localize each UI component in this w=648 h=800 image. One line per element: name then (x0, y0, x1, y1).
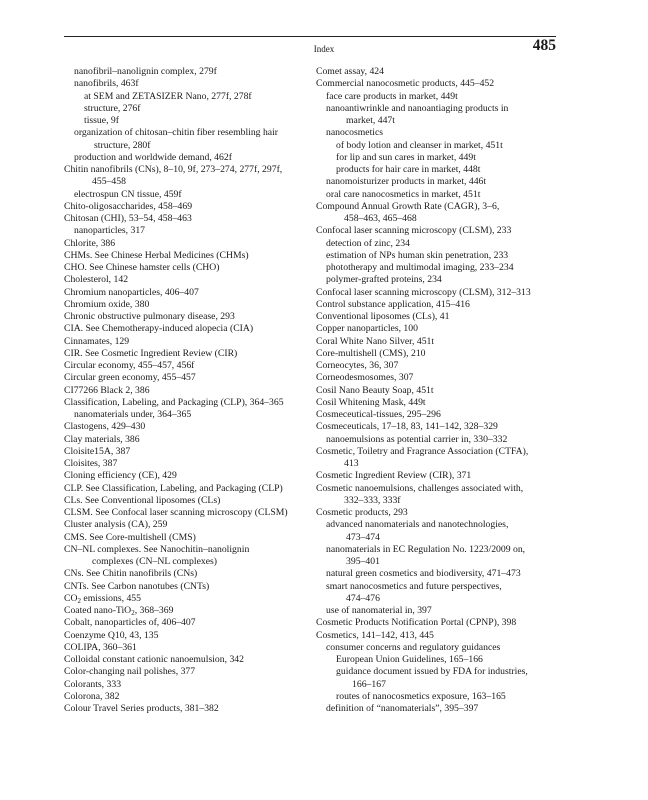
index-entry: CI77266 Black 2, 386 (64, 384, 150, 396)
index-entry: routes of nanocosmetics exposure, 163–165 (336, 690, 506, 702)
index-entry: nanoantiwrinkle and nanoantiaging products in (326, 102, 509, 114)
index-entry: Chitin nanofibrils (CNs), 8–10, 9f, 273–274, 277f, 297f, (64, 164, 283, 175)
index-entry-continuation: 473–474 (346, 531, 380, 543)
index-entry: Cloisites, 387 (64, 458, 118, 469)
index-entry: Colour Travel Series products, 381–382 (64, 703, 219, 714)
index-entry: Core-multishell (CMS), 210 (316, 347, 426, 359)
index-entry: Corneocytes, 36, 307 (316, 360, 399, 371)
index-entry: Classification, Labeling, and Packaging (CLP), 364–365 (64, 396, 284, 408)
index-entry: advanced nanomaterials and nanotechnologies, (326, 519, 509, 531)
index-entry: CNTs. See Carbon nanotubes (CNTs) (64, 580, 210, 592)
index-entry-continuation: 332–333, 333f (344, 494, 401, 506)
index-entry: Circular green economy, 455–457 (64, 372, 196, 384)
index-entry: at SEM and ZETASIZER Nano, 277f, 278f (84, 90, 252, 102)
index-entry: Circular economy, 455–457, 456f (64, 360, 195, 371)
index-entry: Colorona, 382 (64, 690, 120, 702)
index-column-right (316, 66, 561, 715)
index-entry: CHO. See Chinese hamster cells (CHO) (64, 262, 220, 273)
index-entry: Colloidal constant cationic nanoemulsion, 342 (64, 654, 244, 665)
page-number: 485 (532, 37, 556, 54)
index-entry: structure, 276f (84, 102, 141, 114)
index-entry-continuation: 395–401 (346, 556, 380, 567)
index-entry: Chronic obstructive pulmonary disease, 293 (64, 311, 235, 322)
index-entry: European Union Guidelines, 165–166 (336, 654, 483, 665)
index-entry: definition of “nanomaterials”, 395–397 (326, 703, 479, 714)
index-entry: for lip and sun cares in market, 449t (336, 151, 476, 163)
index-entry: Coated nano-TiO$_2$, 368–369 (64, 605, 174, 617)
index-entry: nanomoisturizer products in market, 446t (326, 176, 487, 188)
index-entry: Confocal laser scanning microscopy (CLSM), 312–313 (316, 286, 531, 298)
index-entry: Coral White Nano Silver, 451t (316, 335, 435, 347)
index-entry: Chlorite, 386 (64, 237, 116, 249)
index-entry: CIA. See Chemotherapy-induced alopecia (CIA) (64, 323, 254, 335)
index-entry: nanocosmetics (326, 127, 384, 139)
index-entry: Cosmetics, 141–142, 413, 445 (316, 629, 434, 641)
index-entry: Cosmetic Products Notification Portal (CPNP), 398 (316, 617, 517, 629)
index-entry: of body lotion and cleanser in market, 451t (336, 139, 503, 151)
index-entry-continuation: 166–167 (352, 678, 386, 690)
index-entry: Conventional liposomes (CLs), 41 (316, 311, 450, 322)
index-entry-continuation: 413 (344, 458, 359, 469)
index-entry: products for hair care in market, 448t (336, 164, 481, 175)
index-entry: Chromium nanoparticles, 406–407 (64, 286, 199, 298)
index-entry: Control substance application, 415–416 (316, 298, 470, 310)
index-entry: Cosmetic products, 293 (316, 507, 408, 518)
index-entry: CLSM. See Confocal laser scanning microscopy (CLSM) (64, 507, 288, 518)
index-entry: Coenzyme Q10, 43, 135 (64, 629, 159, 641)
index-entry-continuation: 474–476 (346, 592, 380, 604)
index-entry: electrospun CN tissue, 459f (74, 188, 182, 200)
index-entry: Cosmetic Ingredient Review (CIR), 371 (316, 470, 472, 482)
index-entry: CLP. See Classification, Labeling, and Packaging (CLP) (64, 482, 283, 494)
index-entry: smart nanocosmetics and future perspectives, (326, 580, 502, 592)
index-entry: CHMs. See Chinese Herbal Medicines (CHMs) (64, 249, 249, 261)
index-entry: Cinnamates, 129 (64, 335, 130, 347)
index-entry: CLs. See Conventional liposomes (CLs) (64, 494, 221, 506)
index-entry: $CO_2$ emissions, 455 (64, 592, 141, 605)
index-entry: Cluster analysis (CA), 259 (64, 519, 168, 531)
index-entry: CIR. See Cosmetic Ingredient Review (CIR) (64, 347, 238, 359)
index-entry: COLIPA, 360–361 (64, 641, 137, 653)
index-entry-continuation: structure, 280f (94, 139, 151, 151)
index-entry-continuation: 455–458 (92, 176, 126, 188)
index-entry: Copper nanoparticles, 100 (316, 323, 418, 335)
index-entry: Comet assay, 424 (316, 66, 384, 77)
index-entry: Cholesterol, 142 (64, 274, 129, 286)
index-entry: Clay materials, 386 (64, 433, 140, 445)
index-entry: Corneodesmosomes, 307 (316, 372, 414, 384)
index-entry-continuation: market, 447t (346, 115, 395, 126)
index-entry: oral care nanocosmetics in market, 451t (326, 188, 481, 200)
index-entry: phototherapy and multimodal imaging, 233–234 (326, 262, 514, 273)
index-entry: Cosmeceuticals, 17–18, 83, 141–142, 328–329 (316, 421, 498, 433)
index-entry-continuation: complexes (CN–NL complexes) (92, 556, 218, 567)
index-entry: consumer concerns and regulatory guidances (326, 641, 501, 653)
index-entry: Cosmetic nanoemulsions, challenges associated with, (316, 482, 524, 494)
index-entry: Clastogens, 429–430 (64, 421, 146, 433)
index-entry: nanofibrils, 463f (74, 78, 139, 90)
index-entry: tissue, 9f (84, 115, 119, 126)
index-entry: Cloisite15A, 387 (64, 445, 131, 457)
index-entry: CN–NL complexes. See Nanochitin–nanolignin (64, 543, 250, 555)
index-entry: nanomaterials in EC Regulation No. 1223/2009 on, (326, 543, 526, 555)
index-entry-continuation: 458–463, 465–468 (344, 213, 417, 224)
index-entry: estimation of NPs human skin penetration, 233 (326, 249, 509, 261)
index-entry: Chito-oligosaccharides, 458–469 (64, 200, 193, 212)
index-entry: natural green cosmetics and biodiversity, 471–473 (326, 568, 521, 580)
index-entry: use of nanomaterial in, 397 (326, 605, 432, 616)
index-entry: Chromium oxide, 380 (64, 298, 150, 310)
index-entry: production and worldwide demand, 462f (74, 151, 232, 163)
index-entry: detection of zinc, 234 (326, 237, 410, 249)
index-entry: organization of chitosan–chitin fiber resembling hair (74, 127, 279, 139)
running-header-title: Index (313, 44, 335, 54)
header-rule (64, 36, 556, 37)
index-entry: CMS. See Core-multishell (CMS) (64, 531, 196, 543)
index-entry: Compound Annual Growth Rate (CAGR), 3–6, (316, 200, 500, 212)
index-entry: nanoparticles, 317 (74, 225, 146, 237)
index-entry: Cosil Whitening Mask, 449t (316, 396, 426, 408)
index-entry: nanomaterials under, 364–365 (74, 409, 192, 420)
index-entry: CNs. See Chitin nanofibrils (CNs) (64, 568, 198, 580)
index-column-left (64, 66, 310, 715)
index-entry: Colorants, 333 (64, 678, 122, 690)
index-entry: polymer-grafted proteins, 234 (326, 274, 442, 286)
index-entry: Cosil Nano Beauty Soap, 451t (316, 384, 434, 396)
index-entry: Cosmetic, Toiletry and Fragrance Association (CTFA), (316, 445, 529, 457)
index-entry: Cobalt, nanoparticles of, 406–407 (64, 617, 196, 629)
index-entry: guidance document issued by FDA for industries, (336, 666, 528, 678)
index-entry: Color-changing nail polishes, 377 (64, 666, 196, 678)
index-entry: Cloning efficiency (CE), 429 (64, 470, 177, 482)
index-entry: Commercial nanocosmetic products, 445–452 (316, 78, 495, 90)
index-entry: Confocal laser scanning microscopy (CLSM), 233 (316, 225, 512, 237)
index-entry: face care products in market, 449t (326, 90, 458, 102)
index-entry: Chitosan (CHI), 53–54, 458–463 (64, 213, 192, 224)
index-entry: Cosmeceutical-tissues, 295–296 (316, 409, 441, 420)
index-entry: nanofibril–nanolignin complex, 279f (74, 66, 217, 77)
index-entry: nanoemulsions as potential carrier in, 330–332 (326, 433, 508, 445)
